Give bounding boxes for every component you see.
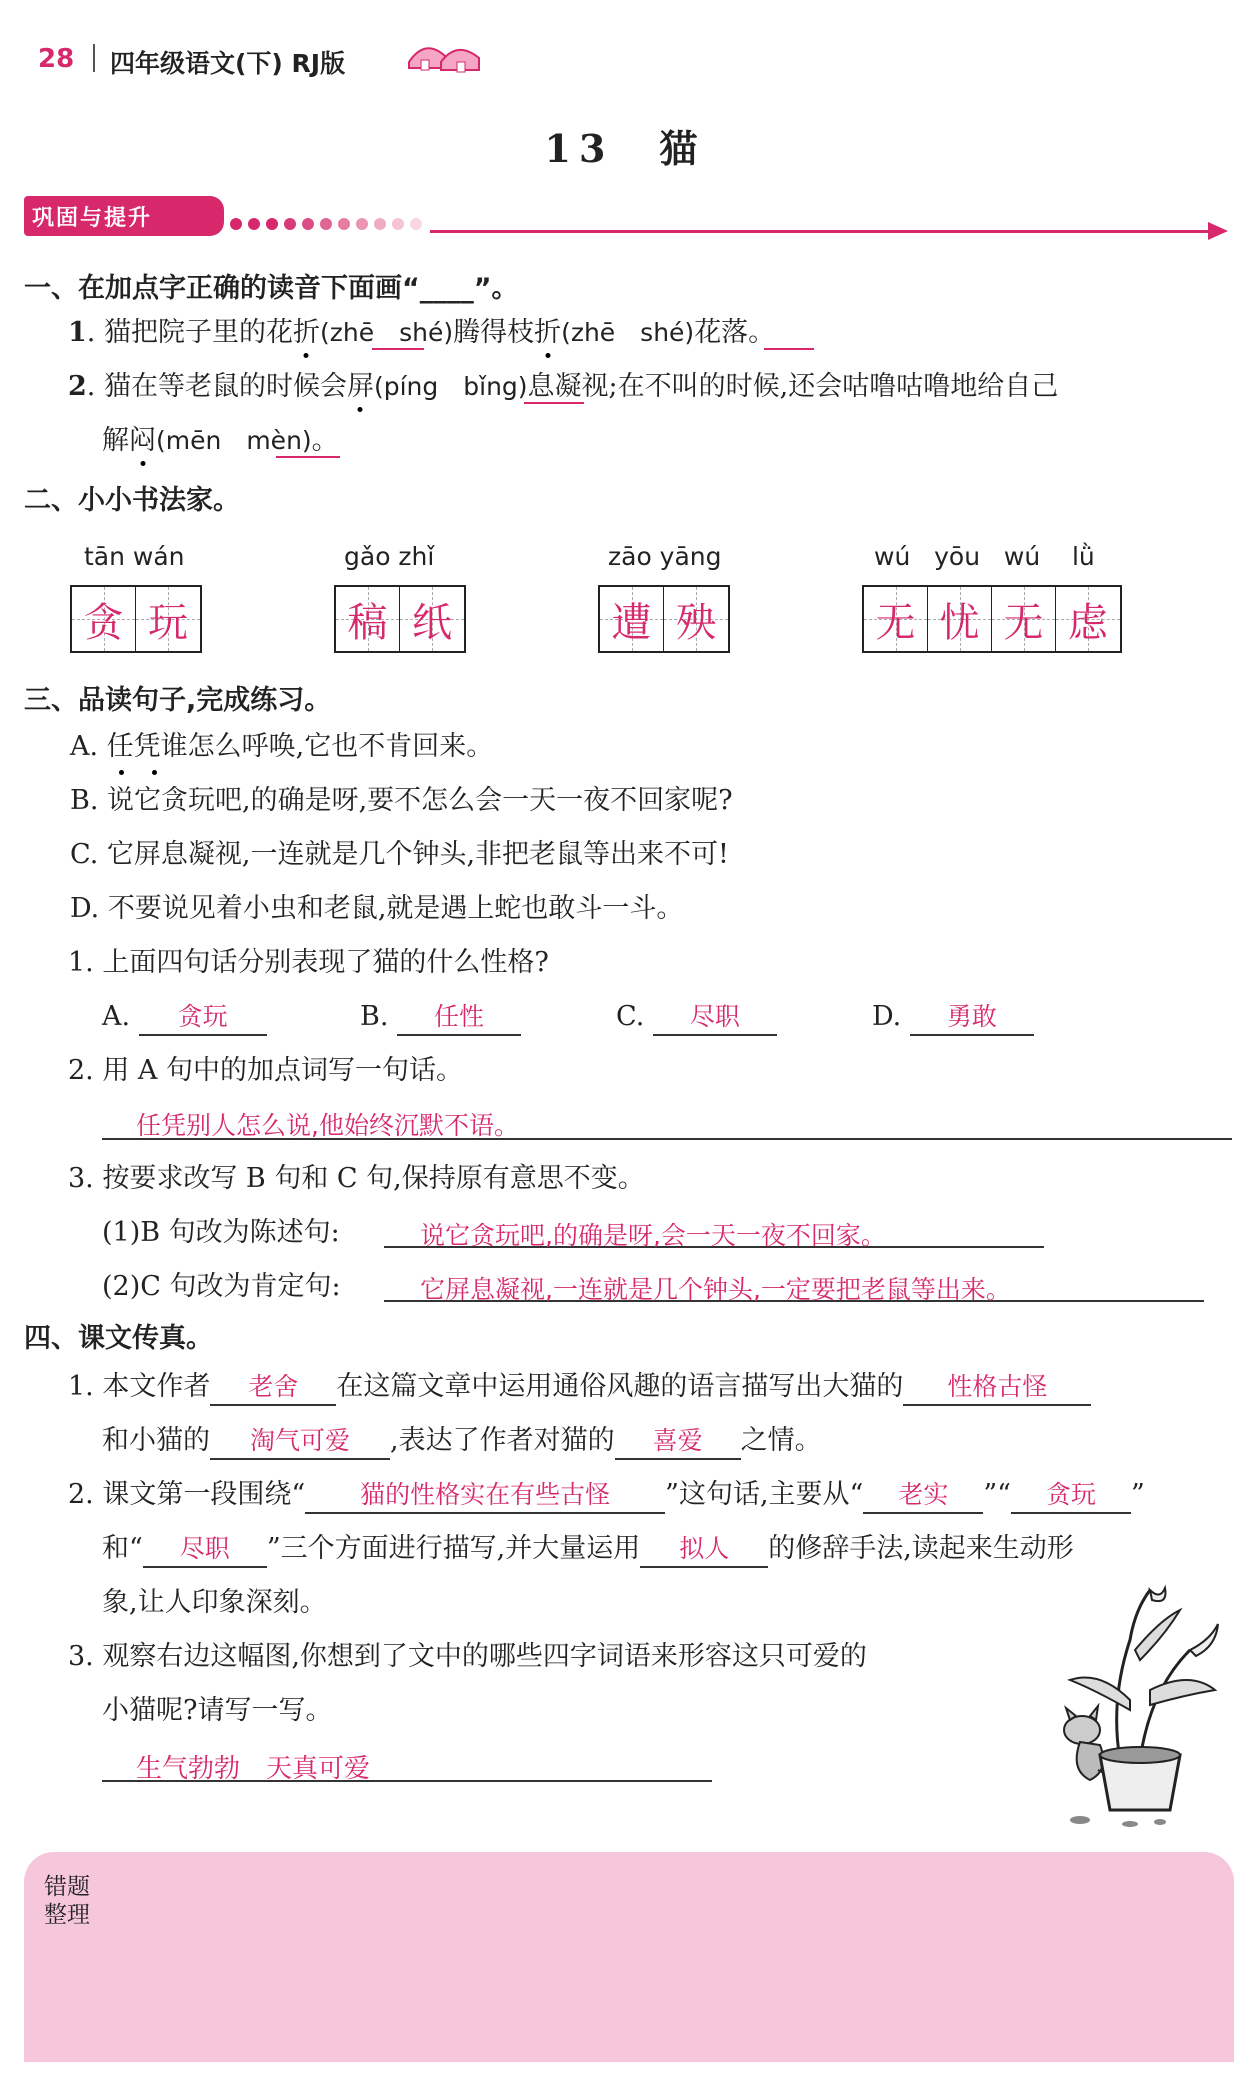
decorative-dots [228, 214, 428, 234]
s4-question-1-cont: 和小猫的 淘气可爱 ,表达了作者对猫的 喜爱 之情。 [102, 1424, 822, 1460]
s3-q1-answer-b: B. 任性 [360, 1000, 521, 1036]
answer-underline [764, 348, 814, 350]
mushroom-house-icon [405, 36, 485, 76]
s4-q3-answer[interactable]: 生气勃勃 天真可爱 [102, 1748, 712, 1782]
arrow-right-icon [1208, 222, 1228, 240]
s3-q2-answer[interactable]: 任凭别人怎么说,他始终沉默不语。 [102, 1106, 1232, 1140]
mistake-notes-label: 错题 整理 [44, 1874, 90, 1928]
answer-blank[interactable]: 猫的性格实在有些古怪 [305, 1478, 665, 1514]
grid-cell: 忧 [928, 587, 992, 651]
answer-underline [372, 348, 424, 350]
answer-blank[interactable]: 性格古怪 [903, 1370, 1091, 1406]
mistake-notes-panel[interactable] [24, 1852, 1234, 2062]
s3-q1-answer-d: D. 勇敢 [872, 1000, 1034, 1036]
answer-underline [276, 456, 340, 458]
section-4-heading: 四、课文传真。 [24, 1323, 213, 1354]
answer-blank[interactable]: 老实 [863, 1478, 983, 1514]
section-1-heading: 一、在加点字正确的读音下面画“____”。 [24, 273, 519, 304]
answer-blank[interactable]: 老舍 [210, 1370, 336, 1406]
pinyin: tān wán [84, 542, 185, 571]
grid-cell: 殃 [664, 587, 728, 651]
s3-q3-2-answer[interactable]: 它屏息凝视,一连就是几个钟头,一定要把老鼠等出来。 [384, 1270, 1204, 1302]
writing-grid [862, 585, 1122, 653]
answer-blank[interactable]: 勇敢 [910, 1000, 1034, 1036]
page-number: 28 [38, 44, 75, 74]
s3-question-3: 3. 按要求改写 B 句和 C 句,保持原有意思不变。 [68, 1163, 645, 1194]
s3-q3-1-answer[interactable]: 说它贪玩吧,的确是呀,会一天一夜不回家。 [384, 1216, 1044, 1248]
answer-blank[interactable]: 贪玩 [139, 1000, 267, 1036]
answer-blank[interactable]: 喜爱 [615, 1424, 741, 1460]
answer-blank[interactable]: 任性 [397, 1000, 521, 1036]
grid-cell: 遭 [600, 587, 664, 651]
grid-cell: 虑 [1056, 587, 1120, 651]
s3-q1-answer-c: C. 尽职 [616, 1000, 777, 1036]
s3-question-1: 1. 上面四句话分别表现了猫的什么性格? [68, 947, 549, 978]
s4-question-2-cont: 和“ 尽职 ”三个方面进行描写,并大量运用 拟人 的修辞手法,读起来生动形 [102, 1532, 1074, 1568]
answer-blank[interactable]: 拟人 [640, 1532, 768, 1568]
s1-question-2: 2. 猫在等老鼠的时候会屏(píng bǐng)息凝视;在不叫的时候,还会咕噜咕噜地给自己 [68, 371, 1059, 402]
s4-question-3: 3. 观察右边这幅图,你想到了文中的哪些四字词语来形容这只可爱的 [68, 1641, 867, 1672]
grid-cell: 玩 [136, 587, 200, 651]
grid-cell: 贪 [72, 587, 136, 651]
emphasis-dot [152, 770, 157, 775]
grid-cell: 纸 [400, 587, 464, 651]
grid-cell: 无 [992, 587, 1056, 651]
s3-q3-2-label: (2)C 句改为肯定句: [102, 1271, 341, 1302]
s1-question-2-cont: 解闷(mēn mèn)。 [102, 425, 339, 456]
emphasis-dot [119, 770, 124, 775]
s4-question-2: 2. 课文第一段围绕“ 猫的性格实在有些古怪 ”这句话,主要从“ 老实 ”“ 贪玩 ” [68, 1478, 1145, 1514]
header-divider [93, 44, 95, 72]
answer-blank[interactable]: 尽职 [653, 1000, 777, 1036]
grid-cell: 无 [864, 587, 928, 651]
sentence-a: A. 任凭谁怎么呼唤,它也不肯回来。 [70, 731, 494, 762]
writing-grid [70, 585, 202, 653]
section-3-heading: 三、品读句子,完成练习。 [24, 685, 332, 716]
sentence-b: B. 说它贪玩吧,的确是呀,要不怎么会一天一夜不回家呢? [70, 785, 733, 816]
pinyin: zāo yāng [608, 542, 722, 571]
s1-question-1: 1. 猫把院子里的花折(zhē shé)腾得枝折(zhē shé)花落。 [68, 317, 776, 348]
pinyin: gǎo zhǐ [344, 542, 435, 571]
s3-q3-1-label: (1)B 句改为陈述句: [102, 1217, 340, 1248]
writing-grid [334, 585, 466, 653]
writing-grid [598, 585, 730, 653]
answer-blank[interactable]: 尽职 [143, 1532, 267, 1568]
s4-question-2-end: 象,让人印象深刻。 [102, 1587, 327, 1618]
cat-plant-illustration [1040, 1580, 1240, 1830]
book-title: 四年级语文(下) RJ版 [110, 49, 346, 78]
sentence-d: D. 不要说见着小虫和老鼠,就是遇上蛇也敢斗一斗。 [70, 893, 684, 924]
lesson-title: 13 猫 [544, 126, 706, 171]
pinyin: wú yōu wú lǜ [874, 542, 1095, 571]
answer-underline [524, 402, 584, 404]
answer-blank[interactable]: 淘气可爱 [210, 1424, 390, 1460]
section-2-heading: 二、小小书法家。 [24, 485, 240, 516]
section-banner: 巩固与提升 [24, 196, 224, 236]
answer-blank[interactable]: 贪玩 [1011, 1478, 1131, 1514]
s3-question-2: 2. 用 A 句中的加点词写一句话。 [68, 1055, 464, 1086]
s4-question-3-cont: 小猫呢?请写一写。 [102, 1695, 333, 1726]
grid-cell: 稿 [336, 587, 400, 651]
s4-question-1: 1. 本文作者 老舍 在这篇文章中运用通俗风趣的语言描写出大猫的 性格古怪 [68, 1370, 1091, 1406]
banner-rule [430, 230, 1210, 233]
s3-q1-answer-a: A. 贪玩 [102, 1000, 267, 1036]
sentence-c: C. 它屏息凝视,一连就是几个钟头,非把老鼠等出来不可! [70, 839, 729, 870]
